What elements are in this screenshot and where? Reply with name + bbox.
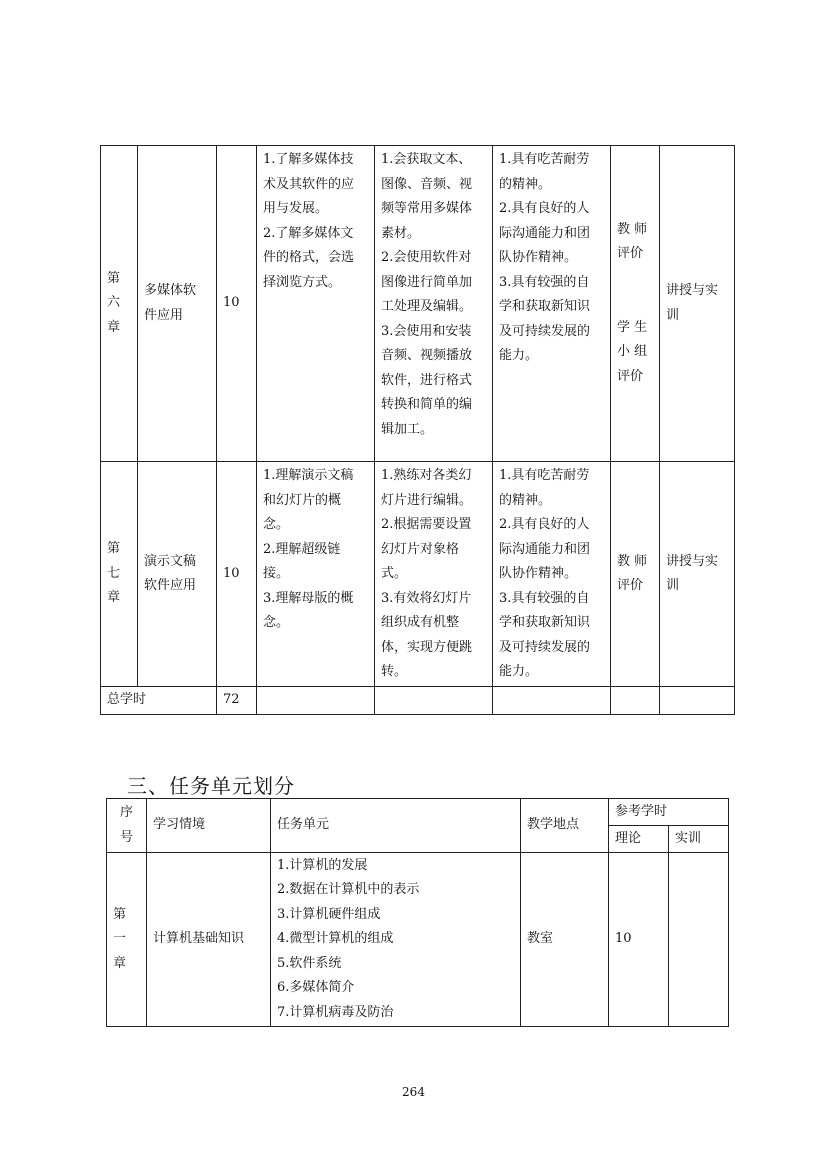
cell-line: 2.根据需要设置: [381, 517, 472, 532]
empty-cell: [493, 687, 611, 715]
practice-header: 实训: [669, 826, 729, 853]
cell-line: 学和获取新知识: [499, 299, 591, 314]
location-cell: 教室: [521, 853, 609, 1027]
cell-line: 件应用: [144, 307, 184, 323]
table-header-row: [107, 799, 729, 826]
skills-cell: [375, 462, 493, 687]
unit-name-cell: [138, 462, 217, 687]
chapter-cell: [101, 462, 138, 687]
cell-line: 术及其软件的应: [263, 176, 355, 192]
cell-line: 际沟通能力和团: [499, 541, 591, 557]
ref-hours-header: 参考学时: [609, 799, 729, 826]
cell-line: 学 生: [617, 319, 648, 335]
cell-line: 号: [119, 829, 133, 845]
page-number: 264: [402, 1085, 425, 1099]
task-unit-table: [106, 798, 729, 1027]
cell-line: 用与发展。: [263, 201, 329, 216]
cell-line: 章: [107, 590, 121, 606]
table-row: [101, 687, 735, 715]
cell-line: 体，实现方便跳: [381, 639, 473, 655]
cell-line: 组织成有机整: [381, 615, 460, 630]
cell-line: 4.微型计算机的组成: [277, 931, 394, 947]
cell-line: 转换和简单的编: [381, 397, 473, 412]
chapter-cell: [107, 853, 147, 1027]
cell-line: 3.会使用和安装: [381, 323, 472, 339]
cell-line: 辑加工。: [381, 421, 434, 437]
cell-line: 软件应用: [144, 578, 197, 593]
situation-cell: 计算机基础知识: [147, 853, 271, 1027]
task-header: 任务单元: [271, 799, 521, 853]
table-row: [101, 146, 735, 462]
cell-line: 和幻灯片的概: [263, 492, 342, 508]
cell-line: 1.会获取文本、: [381, 152, 472, 167]
cell-line: 转。: [381, 664, 408, 679]
cell-line: 讲授与实: [666, 553, 719, 569]
situation-header: 学习情境: [147, 799, 271, 853]
cell-line: 序: [119, 805, 133, 820]
cell-line: 训: [666, 578, 680, 593]
cell-line: 及可持续发展的: [499, 323, 591, 339]
cell-line: 件的格式，会选: [263, 250, 355, 265]
cell-line: 2.会使用软件对: [381, 250, 472, 265]
cell-line: 1.了解多媒体技: [263, 152, 354, 167]
cell-line: 小 组: [617, 344, 648, 360]
cell-line: 1.具有吃苦耐劳: [499, 468, 590, 483]
empty-cell: [257, 687, 375, 715]
skills-cell: [375, 146, 493, 462]
cell-line: 的精神。: [499, 176, 552, 192]
table-row: [101, 462, 735, 687]
knowledge-cell: [257, 146, 375, 462]
cell-line: 幻灯片对象格: [381, 541, 460, 557]
cell-line: 3.具有较强的自: [499, 274, 590, 290]
cell-line: 七: [107, 565, 121, 581]
cell-line: 6.多媒体简介: [277, 980, 355, 996]
cell-line: 评价: [617, 246, 644, 262]
cell-line: 3.计算机硬件组成: [277, 906, 381, 922]
cell-line: 队协作精神。: [499, 250, 578, 265]
cell-line: 教 师: [617, 221, 648, 237]
unit-name-cell: [138, 146, 217, 462]
cell-line: 际沟通能力和团: [499, 225, 591, 241]
cell-line: 多媒体软: [144, 283, 197, 298]
cell-line: 2.具有良好的人: [499, 201, 590, 216]
cell-line: 择浏览方式。: [263, 274, 342, 290]
cell-line: 队协作精神。: [499, 566, 578, 581]
cell-line: 训: [666, 307, 680, 323]
cell-line: 1.理解演示文稿: [263, 468, 354, 483]
location-header: 教学地点: [521, 799, 609, 853]
cell-line: 式。: [381, 566, 408, 581]
cell-line: [617, 267, 653, 292]
cell-line: 3.具有较强的自: [499, 590, 590, 606]
cell-line: 3.理解母版的概: [263, 590, 354, 606]
hours-cell: 10: [217, 146, 257, 462]
theory-header: 理论: [609, 826, 669, 853]
cell-line: 念。: [263, 517, 290, 532]
cell-line: 图像进行简单加: [381, 274, 473, 290]
table-row: [107, 853, 729, 1027]
section-title: 三、任务单元划分: [127, 774, 295, 798]
quality-cell: [493, 146, 611, 462]
cell-line: 图像、音频、视: [381, 176, 473, 192]
assessment-cell: [611, 462, 660, 687]
cell-line: 7.计算机病毒及防治: [277, 1004, 394, 1020]
quality-cell: [493, 462, 611, 687]
cell-line: 1.熟练对各类幻: [381, 468, 472, 483]
cell-line: 接。: [263, 566, 290, 581]
knowledge-cell: [257, 462, 375, 687]
course-content-table: [100, 145, 735, 715]
method-cell: [660, 462, 735, 687]
cell-line: 一: [113, 931, 127, 947]
cell-line: 工处理及编辑。: [381, 299, 473, 314]
practice-hours-cell: [669, 853, 729, 1027]
theory-hours-cell: 10: [609, 853, 669, 1027]
cell-line: 2.具有良好的人: [499, 517, 590, 532]
cell-line: 2.理解超级链: [263, 541, 341, 557]
cell-line: 2.数据在计算机中的表示: [277, 882, 420, 898]
cell-line: 章: [113, 955, 127, 971]
cell-line: 第: [113, 906, 127, 922]
cell-line: 频等常用多媒体: [381, 201, 473, 216]
seq-header: [107, 799, 147, 853]
empty-cell: [660, 687, 735, 715]
cell-line: [617, 291, 653, 316]
hours-cell: 10: [217, 462, 257, 687]
cell-line: 软件，进行格式: [381, 372, 473, 388]
cell-line: 学和获取新知识: [499, 615, 591, 630]
method-cell: [660, 146, 735, 462]
empty-cell: [375, 687, 493, 715]
cell-line: 1.计算机的发展: [277, 857, 368, 873]
cell-line: 音频、视频播放: [381, 348, 473, 363]
total-label-cell: 总学时: [101, 687, 217, 715]
cell-line: 2.了解多媒体文: [263, 225, 354, 241]
cell-line: 评价: [617, 578, 644, 593]
cell-line: 3.有效将幻灯片: [381, 590, 472, 606]
cell-line: 章: [107, 319, 121, 335]
cell-line: 六: [107, 295, 121, 311]
cell-line: 评价: [617, 368, 644, 384]
cell-line: 1.具有吃苦耐劳: [499, 152, 590, 167]
cell-line: 教 师: [617, 553, 648, 569]
cell-line: 能力。: [499, 348, 539, 363]
cell-line: 5.软件系统: [277, 955, 342, 971]
cell-line: 第: [107, 270, 121, 286]
cell-line: 素材。: [381, 225, 421, 241]
cell-line: 讲授与实: [666, 283, 719, 298]
cell-line: 及可持续发展的: [499, 639, 591, 655]
chapter-cell: [101, 146, 138, 462]
cell-line: 能力。: [499, 664, 539, 679]
cell-line: 第: [107, 541, 121, 557]
total-hours-cell: 72: [217, 687, 257, 715]
assessment-cell: [611, 146, 660, 462]
tasks-cell: [271, 853, 521, 1027]
cell-line: 的精神。: [499, 492, 552, 508]
cell-line: 演示文稿: [144, 553, 197, 569]
empty-cell: [611, 687, 660, 715]
cell-line: 灯片进行编辑。: [381, 492, 473, 508]
cell-line: 念。: [263, 615, 290, 630]
